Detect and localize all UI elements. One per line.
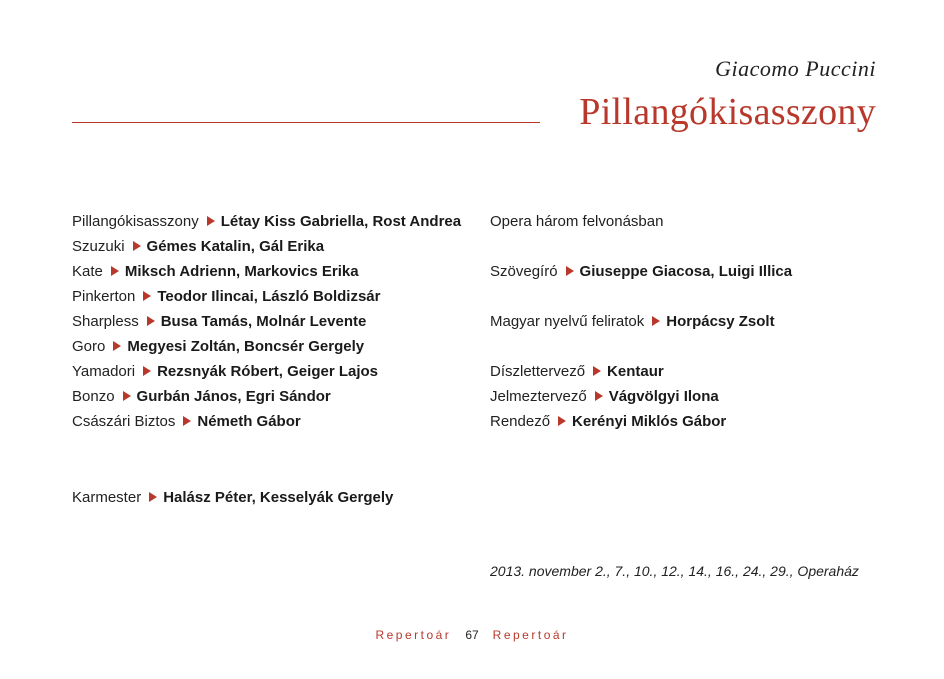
opera-subtitle: Opera három felvonásban <box>490 213 664 230</box>
cast-names: Gémes Katalin, Gál Erika <box>146 238 325 255</box>
subtitles-names: Horpácsy Zsolt <box>666 313 775 330</box>
footer-section-right: Repertoár <box>492 628 569 642</box>
triangle-bullet-icon <box>147 316 155 326</box>
triangle-bullet-icon <box>652 316 660 326</box>
cast-row <box>72 409 461 434</box>
triangle-bullet-icon <box>595 391 603 401</box>
cast-names: Rezsnyák Róbert, Geiger Lajos <box>157 363 378 380</box>
cast-names: Létay Kiss Gabriella, Rost Andrea <box>220 213 462 230</box>
cast-names: Teodor Ilincai, László Boldizsár <box>157 288 381 305</box>
costume-designer-role: Jelmeztervező <box>490 388 587 405</box>
cast-row <box>72 359 461 384</box>
costume-designer-names: Vágvölgyi Ilona <box>608 388 719 405</box>
page-footer <box>0 628 944 642</box>
cast-row <box>72 384 461 409</box>
triangle-bullet-icon <box>113 341 121 351</box>
conductor-names: Halász Péter, Kesselyák Gergely <box>163 489 394 506</box>
cast-role: Kate <box>72 263 103 280</box>
director-role: Rendező <box>490 413 551 430</box>
conductor-role: Karmester <box>72 489 142 506</box>
cast-row <box>72 284 461 309</box>
cast-row <box>72 259 461 284</box>
costume-designer-row <box>490 384 792 409</box>
triangle-bullet-icon <box>558 416 566 426</box>
cast-names: Megyesi Zoltán, Boncsér Gergely <box>127 338 365 355</box>
triangle-bullet-icon <box>123 391 131 401</box>
triangle-bullet-icon <box>133 241 141 251</box>
triangle-bullet-icon <box>143 291 151 301</box>
conductor-row <box>72 485 393 510</box>
cast-role: Császári Biztos <box>72 413 176 430</box>
cast-role: Szuzuki <box>72 238 125 255</box>
triangle-bullet-icon <box>149 492 157 502</box>
triangle-bullet-icon <box>143 366 151 376</box>
set-designer-names: Kentaur <box>607 363 664 380</box>
cast-names: Busa Tamás, Molnár Levente <box>160 313 367 330</box>
director-row <box>490 409 792 434</box>
cast-role: Yamadori <box>72 363 136 380</box>
cast-role: Sharpless <box>72 313 139 330</box>
triangle-bullet-icon <box>207 216 215 226</box>
performance-dates: 2013. november 2., 7., 10., 12., 14., 16., 24., 29., Operaház <box>490 563 859 579</box>
cast-names: Németh Gábor <box>197 413 301 430</box>
production-info <box>490 209 792 434</box>
cast-list <box>72 209 461 434</box>
cast-names: Miksch Adrienn, Markovics Erika <box>124 263 359 280</box>
footer-section-left: Repertoár <box>375 628 452 642</box>
cast-row <box>72 209 461 234</box>
cast-role: Pillangókisasszony <box>72 213 199 230</box>
librettist-row <box>490 259 792 284</box>
subtitles-row <box>490 309 792 334</box>
triangle-bullet-icon <box>183 416 191 426</box>
cast-names: Gurbán János, Egri Sándor <box>136 388 331 405</box>
set-designer-role: Díszlettervező <box>490 363 586 380</box>
triangle-bullet-icon <box>111 266 119 276</box>
triangle-bullet-icon <box>593 366 601 376</box>
cast-role: Pinkerton <box>72 288 136 305</box>
director-names: Kerényi Miklós Gábor <box>572 413 727 430</box>
librettist-role: Szövegíró <box>490 263 558 280</box>
cast-row <box>72 234 461 259</box>
title-rule <box>72 122 540 123</box>
cast-row <box>72 309 461 334</box>
composer-name: Giacomo Puccini <box>715 56 876 81</box>
set-designer-row <box>490 359 792 384</box>
cast-role: Bonzo <box>72 388 115 405</box>
page-number: 67 <box>465 628 479 642</box>
librettist-names: Giuseppe Giacosa, Luigi Illica <box>579 263 793 280</box>
page-title: Pillangókisasszony <box>579 91 876 133</box>
triangle-bullet-icon <box>566 266 574 276</box>
cast-role: Goro <box>72 338 106 355</box>
cast-row <box>72 334 461 359</box>
subtitles-role: Magyar nyelvű feliratok <box>490 313 645 330</box>
